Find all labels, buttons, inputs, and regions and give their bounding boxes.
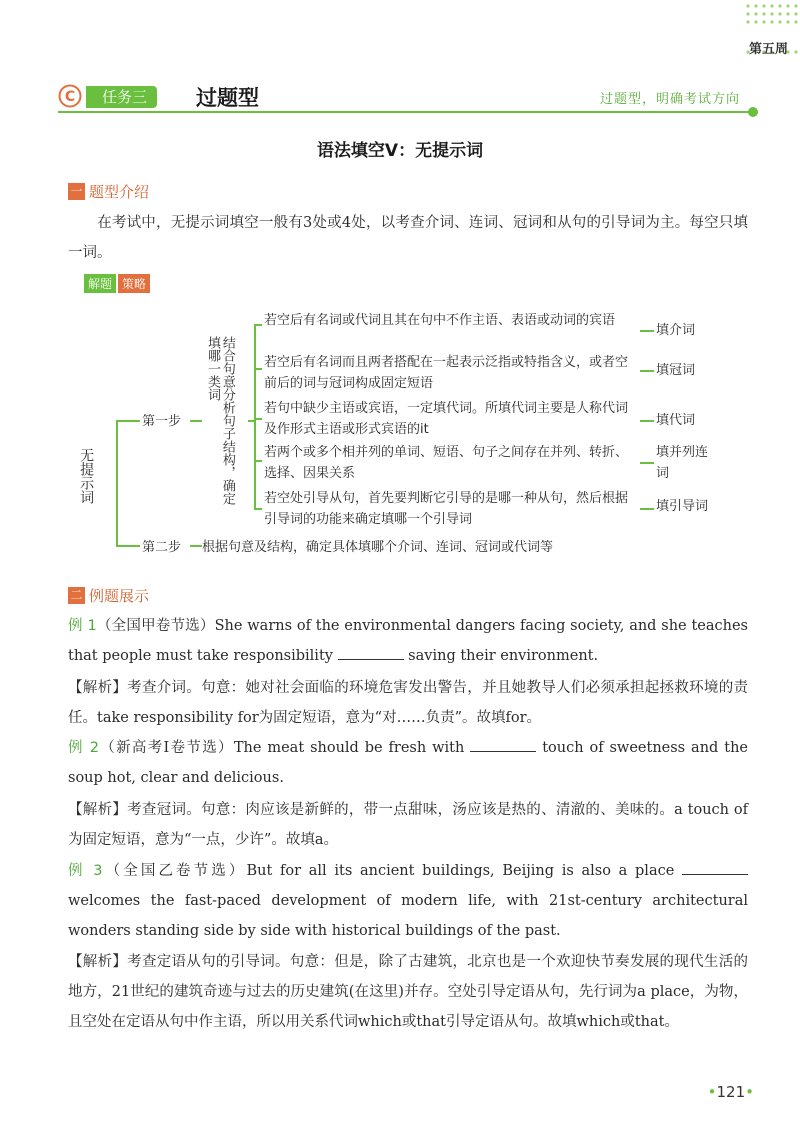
fill-answer-3: 填代词 <box>656 413 696 428</box>
dash <box>640 420 654 422</box>
fill-answer-4: 填并列连词 <box>656 445 709 481</box>
bracket-tick <box>254 508 262 510</box>
analysis-label: 【解析】 <box>68 680 128 696</box>
task-icon-letter: C <box>64 89 76 105</box>
example-label: 例 2 <box>68 740 99 756</box>
fill-answer-1: 填介词 <box>656 323 696 338</box>
example-3-analysis: 【解析】考查定语从句的引导词。句意：但是，除了古建筑，北京也是一个欢迎快节奏发展的现代生活的地方，21世纪的建筑奇迹与过去的历史建筑(在这里)并存。空处引导定语从句，先行词为a place，为物，且空处在定语从句中作主语，所以用关系代词which或that引导定语从句。故填which或that。 <box>68 954 748 1030</box>
answer-blank <box>470 737 536 752</box>
strategy-diagram <box>68 296 768 576</box>
example-2-analysis: 【解析】考查冠词。句意：肉应该是新鲜的，带一点甜味，汤应该是热的、清澈的、美味的。a touch of为固定短语，意为“一点，少许”。故填a。 <box>68 802 749 848</box>
rule-row-1: 若空后有名词或代词且其在句中不作主语、表语或动词的宾语 <box>264 313 616 328</box>
task-header <box>58 80 758 112</box>
fill-answer-2: 填冠词 <box>656 363 696 378</box>
answer-blank <box>682 860 748 875</box>
week-label: 第五周 <box>748 42 788 57</box>
intro-paragraph: 在考试中，无提示词填空一般有3处或4处，以考查介词、连词、冠词和从句的引导词为主。每空只填一词。 <box>68 215 748 261</box>
example-3: 例 3（全国乙卷节选）But for all its ancient buildings, Beijing is also a place welcomes the fast-paced development of modern life, with 21st-century architectural wonders standing side by side with historical buildings of the past. <box>68 856 748 946</box>
bracket-tick <box>254 324 262 326</box>
strategy-tag-part1: 解题 <box>84 274 116 293</box>
example-question: She warns of the environmental dangers facing society, and she teaches that people must take responsibility <box>68 618 748 664</box>
example-2: 例 2（新高考Ⅰ卷节选）The meat should be fresh with touch of sweetness and the soup hot, clear and delicious. <box>68 733 748 793</box>
fill-answer-5: 填引导词 <box>656 499 709 514</box>
connector <box>116 420 140 422</box>
page-number: •121• <box>707 1083 754 1101</box>
task-badge: 任务三 <box>86 86 157 108</box>
example-label: 例 1 <box>68 618 97 634</box>
dash <box>640 508 654 510</box>
step2-description: 根据句意及结构，确定具体填哪个介词、连词、冠词或代词等 <box>202 540 554 555</box>
bracket-tick <box>254 460 262 462</box>
analysis-label: 【解析】 <box>68 954 128 970</box>
header-divider <box>58 111 750 113</box>
task-motto: 过题型，明确考试方向 <box>599 92 740 107</box>
example-source: （全国甲卷节选） <box>96 618 215 634</box>
section-number: 一 <box>68 183 85 200</box>
strategy-tag <box>84 274 150 293</box>
rule-row-2: 若空后有名词而且两者搭配在一起表示泛指或特指含义，或者空前后的词与冠词构成固定短语 <box>264 355 629 391</box>
section-heading-examples <box>68 585 149 606</box>
rule-row-5: 若空处引导从句，首先要判断它引导的是哪一种从句，然后根据引导词的功能来确定填哪一个引导词 <box>264 491 629 527</box>
header-divider-dot <box>748 107 758 117</box>
bracket-tick <box>254 368 262 370</box>
section-heading-intro <box>68 181 149 202</box>
example-1: 例 1（全国甲卷节选）She warns of the environmental dangers facing society, and she teaches that people must take responsibility saving their environment. <box>68 618 748 664</box>
step2-label: 第二步 <box>142 540 182 555</box>
connector <box>190 420 202 422</box>
analysis-label: 【解析】 <box>68 802 128 818</box>
section-title: 例题展示 <box>89 587 150 605</box>
dash <box>640 330 654 332</box>
example-question: The meat should be fresh with <box>233 740 471 756</box>
connector <box>116 545 140 547</box>
connector <box>190 545 202 547</box>
example-1-analysis: 【解析】考查介词。句意：她对社会面临的环境危害发出警告，并且她教导人们必须承担起拯救环境的责任。take responsibility for为固定短语，意为“对……负责”。故填for。 <box>68 680 748 726</box>
answer-blank <box>338 645 404 660</box>
example-source: （新高考Ⅰ卷节选） <box>98 740 234 756</box>
step1-description: 结合句意分析句子结构，确定填哪一类词 <box>204 336 235 505</box>
dash <box>640 462 654 464</box>
section-title: 题型介绍 <box>89 183 150 201</box>
dash <box>640 370 654 372</box>
page-title: 语法填空Ⅴ：无提示词 <box>316 141 484 161</box>
rule-row-3: 若句中缺少主语或宾语，一定填代词。所填代词主要是人称代词及作形式主语或形式宾语的it <box>264 401 629 437</box>
connector <box>116 420 118 546</box>
bracket <box>254 324 256 510</box>
step1-label: 第一步 <box>142 414 182 429</box>
example-source: （全国乙卷节选） <box>102 863 247 879</box>
rule-row-4: 若两个或多个相并列的单词、短语、句子之间存在并列、转折、选择、因果关系 <box>264 445 629 481</box>
example-question: But for all its ancient buildings, Beijing is also a place <box>246 863 683 879</box>
example-label: 例 3 <box>68 863 103 879</box>
bracket-tick <box>254 418 262 420</box>
task-title: 过题型 <box>196 86 259 110</box>
section-number: 二 <box>68 587 85 604</box>
diagram-root: 无提示词 <box>78 448 95 504</box>
strategy-tag-part2: 策略 <box>118 274 150 293</box>
